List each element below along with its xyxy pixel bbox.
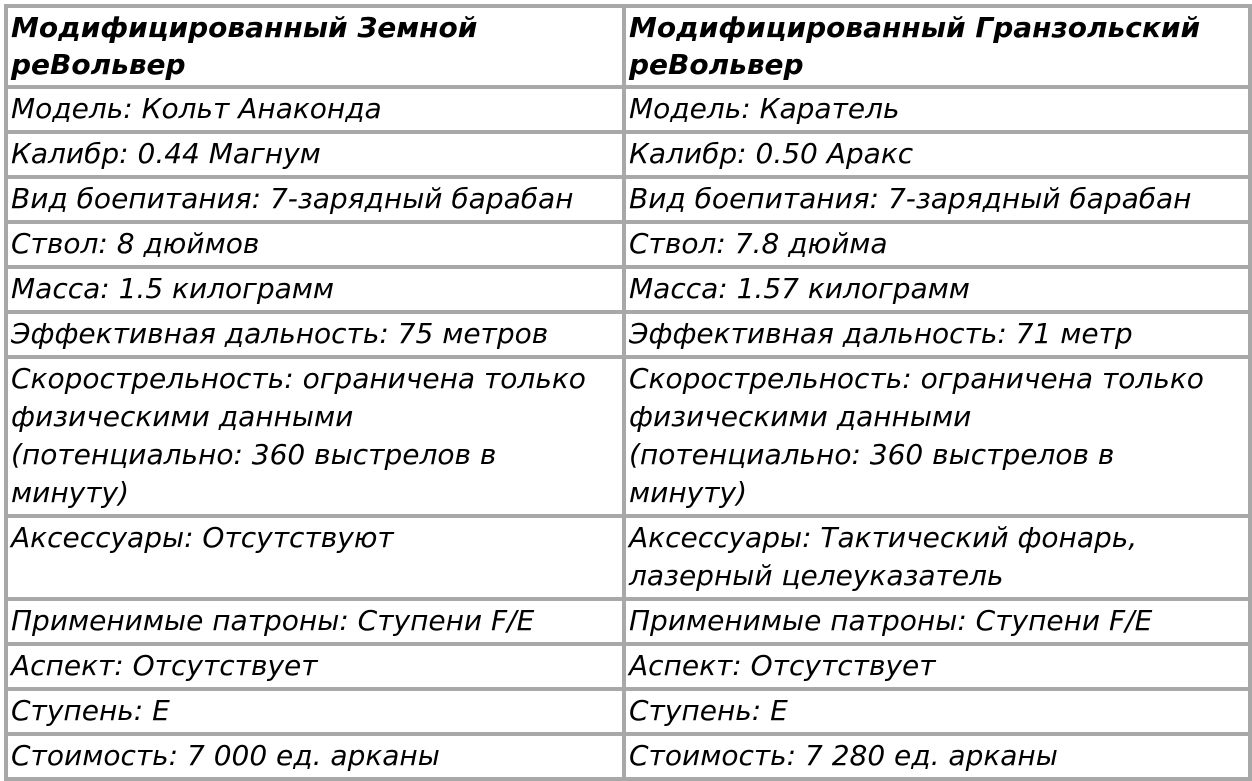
cell-granzol-mass: Масса: 1.57 килограмм [626,269,1248,310]
table-row-rate-of-fire [8,359,1248,514]
cell-earth-barrel: Ствол: 8 дюймов [8,224,622,265]
cell-earth-rate-of-fire: Скорострельность: ограничена только физическими данными (потенциально: 360 выстрелов в минуту) [8,359,622,514]
table-row-range [8,314,1248,355]
header-granzol-revolver: Модифицированный Гранзольский реВольвер [626,8,1248,85]
cell-granzol-cost: Стоимость: 7 280 ед. арканы [626,736,1248,777]
cell-earth-ammo: Применимые патроны: Ступени F/E [8,601,622,642]
cell-granzol-model: Модель: Каратель [626,89,1248,130]
table-row-feed [8,179,1248,220]
cell-granzol-aspect: Аспект: Отсутствует [626,646,1248,687]
table-row-aspect [8,646,1248,687]
cell-earth-range: Эффективная дальность: 75 метров [8,314,622,355]
cell-granzol-ammo: Применимые патроны: Ступени F/E [626,601,1248,642]
table-row-tier [8,691,1248,732]
cell-granzol-range: Эффективная дальность: 71 метр [626,314,1248,355]
cell-granzol-feed: Вид боепитания: 7-зарядный барабан [626,179,1248,220]
weapon-comparison-table [4,4,1252,781]
cell-earth-model: Модель: Кольт Анаконда [8,89,622,130]
cell-earth-caliber: Калибр: 0.44 Магнум [8,134,622,175]
cell-granzol-rate-of-fire: Скорострельность: ограничена только физическими данными (потенциально: 360 выстрелов в минуту) [626,359,1248,514]
table-row-mass [8,269,1248,310]
cell-granzol-caliber: Калибр: 0.50 Аракс [626,134,1248,175]
cell-granzol-barrel: Ствол: 7.8 дюйма [626,224,1248,265]
cell-earth-accessories: Аксессуары: Отсутствуют [8,518,622,597]
table-row-barrel [8,224,1248,265]
table-row-accessories [8,518,1248,597]
header-earth-revolver: Модифицированный Земной реВольвер [8,8,622,85]
table-row-caliber [8,134,1248,175]
cell-earth-cost: Стоимость: 7 000 ед. арканы [8,736,622,777]
cell-granzol-accessories: Аксессуары: Тактический фонарь, лазерный целеуказатель [626,518,1248,597]
header-row [8,8,1248,85]
table-row-ammo [8,601,1248,642]
cell-granzol-tier: Ступень: E [626,691,1248,732]
table-row-model [8,89,1248,130]
cell-earth-mass: Масса: 1.5 килограмм [8,269,622,310]
cell-earth-tier: Ступень: E [8,691,622,732]
cell-earth-feed: Вид боепитания: 7-зарядный барабан [8,179,622,220]
cell-earth-aspect: Аспект: Отсутствует [8,646,622,687]
